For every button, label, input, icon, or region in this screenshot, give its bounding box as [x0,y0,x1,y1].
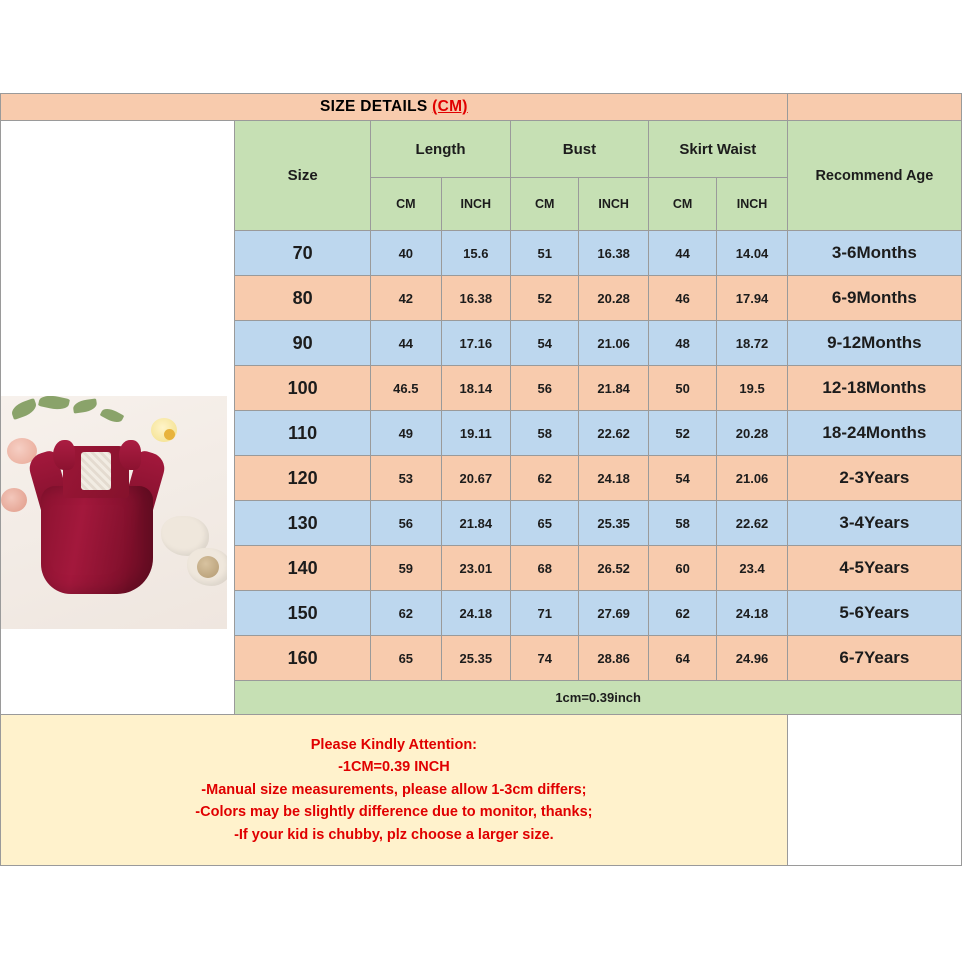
cell-bust-inch: 20.28 [579,276,648,321]
cell-bust-cm: 62 [511,456,579,501]
cell-size: 110 [235,411,371,456]
cell-bust-cm: 68 [511,546,579,591]
pom-decoration-icon [197,556,219,578]
leaf-decoration-icon [9,398,38,420]
cell-age: 3-6Months [787,231,961,276]
cell-length-inch: 18.14 [441,366,510,411]
cell-size: 70 [235,231,371,276]
cell-bust-inch: 22.62 [579,411,648,456]
cell-length-cm: 59 [371,546,441,591]
cell-length-cm: 56 [371,501,441,546]
cell-age: 12-18Months [787,366,961,411]
cell-length-inch: 15.6 [441,231,510,276]
cell-age: 5-6Years [787,591,961,636]
cell-bust-cm: 52 [511,276,579,321]
header-length-cm: CM [371,178,441,231]
header-bust-cm: CM [511,178,579,231]
cell-age: 4-5Years [787,546,961,591]
cell-length-cm: 44 [371,321,441,366]
attention-line-3: -Colors may be slightly difference due to monitor, thanks; [195,804,593,821]
cell-length-inch: 20.67 [441,456,510,501]
header-group-row [1,121,962,178]
header-recommend-age: Recommend Age [787,121,961,231]
dress-ruffle-left [53,440,75,470]
cell-size: 100 [235,366,371,411]
cell-length-cm: 62 [371,591,441,636]
header-length-inch: INCH [441,178,510,231]
table-title-unit: (CM) [432,98,468,115]
flower-decoration-icon [1,488,27,512]
cell-size: 160 [235,636,371,681]
cell-length-inch: 17.16 [441,321,510,366]
attention-cell [1,715,788,866]
header-waist-cm: CM [648,178,716,231]
size-chart-container [0,93,962,866]
cell-bust-cm: 71 [511,591,579,636]
cell-length-cm: 46.5 [371,366,441,411]
product-photo-image [1,396,227,629]
header-waist-inch: INCH [717,178,788,231]
cell-length-inch: 23.01 [441,546,510,591]
cell-waist-inch: 19.5 [717,366,788,411]
cell-bust-inch: 16.38 [579,231,648,276]
cell-waist-cm: 52 [648,411,716,456]
cell-waist-cm: 44 [648,231,716,276]
cell-bust-cm: 51 [511,231,579,276]
leaf-decoration-icon [72,398,97,413]
cell-waist-cm: 50 [648,366,716,411]
cell-bust-inch: 27.69 [579,591,648,636]
cell-waist-cm: 54 [648,456,716,501]
leaf-decoration-icon [100,405,125,425]
cell-length-cm: 49 [371,411,441,456]
dress-product-illustration [37,430,157,595]
dress-lace-panel [81,452,111,490]
cell-bust-inch: 25.35 [579,501,648,546]
flower-center-icon [164,429,175,440]
cell-bust-inch: 28.86 [579,636,648,681]
cell-bust-cm: 56 [511,366,579,411]
cell-bust-inch: 21.06 [579,321,648,366]
table-title [1,94,788,121]
attention-row [1,715,962,866]
cell-length-cm: 53 [371,456,441,501]
cell-waist-inch: 17.94 [717,276,788,321]
cell-bust-cm: 54 [511,321,579,366]
cell-bust-inch: 26.52 [579,546,648,591]
cell-bust-cm: 65 [511,501,579,546]
cell-age: 2-3Years [787,456,961,501]
cell-waist-inch: 20.28 [717,411,788,456]
dress-skirt [41,486,153,594]
header-size: Size [235,121,371,231]
header-bust: Bust [511,121,649,178]
product-photo [1,121,234,714]
cell-age: 6-7Years [787,636,961,681]
cell-waist-inch: 21.06 [717,456,788,501]
cell-length-cm: 65 [371,636,441,681]
attention-line-2: -Manual size measurements, please allow 1-3cm differs; [201,781,587,798]
cell-bust-cm: 58 [511,411,579,456]
dress-ruffle-right [119,440,141,470]
cell-waist-cm: 58 [648,501,716,546]
cell-waist-inch: 22.62 [717,501,788,546]
conversion-note: 1cm=0.39inch [235,681,962,715]
cell-waist-inch: 14.04 [717,231,788,276]
cell-size: 80 [235,276,371,321]
header-bust-inch: INCH [579,178,648,231]
cell-length-cm: 40 [371,231,441,276]
cell-length-inch: 24.18 [441,591,510,636]
cell-age: 9-12Months [787,321,961,366]
cell-age: 6-9Months [787,276,961,321]
attention-note [1,734,787,846]
cell-waist-cm: 60 [648,546,716,591]
cell-length-inch: 25.35 [441,636,510,681]
attention-line-1: -1CM=0.39 INCH [338,759,450,776]
attention-line-4: -If your kid is chubby, plz choose a larger size. [234,826,554,843]
cell-waist-inch: 18.72 [717,321,788,366]
cell-size: 90 [235,321,371,366]
table-title-row [1,94,962,121]
table-title-text: SIZE DETAILS [320,98,433,115]
cell-waist-cm: 48 [648,321,716,366]
cell-length-inch: 19.11 [441,411,510,456]
header-skirt-waist: Skirt Waist [648,121,787,178]
cell-age: 3-4Years [787,501,961,546]
cell-age: 18-24Months [787,411,961,456]
header-length: Length [371,121,511,178]
table-title-spacer [787,94,961,121]
product-photo-cell [1,121,235,715]
cell-waist-inch: 24.96 [717,636,788,681]
cell-waist-cm: 46 [648,276,716,321]
cell-length-inch: 16.38 [441,276,510,321]
cell-size: 140 [235,546,371,591]
cell-bust-inch: 24.18 [579,456,648,501]
cell-waist-inch: 24.18 [717,591,788,636]
size-details-table [0,93,962,866]
attention-heading: Please Kindly Attention: [310,736,477,753]
cell-waist-cm: 62 [648,591,716,636]
cell-waist-inch: 23.4 [717,546,788,591]
cell-bust-inch: 21.84 [579,366,648,411]
cell-size: 120 [235,456,371,501]
cell-size: 150 [235,591,371,636]
cell-length-inch: 21.84 [441,501,510,546]
cell-waist-cm: 64 [648,636,716,681]
cell-bust-cm: 74 [511,636,579,681]
leaf-decoration-icon [38,396,70,412]
cell-size: 130 [235,501,371,546]
cell-length-cm: 42 [371,276,441,321]
